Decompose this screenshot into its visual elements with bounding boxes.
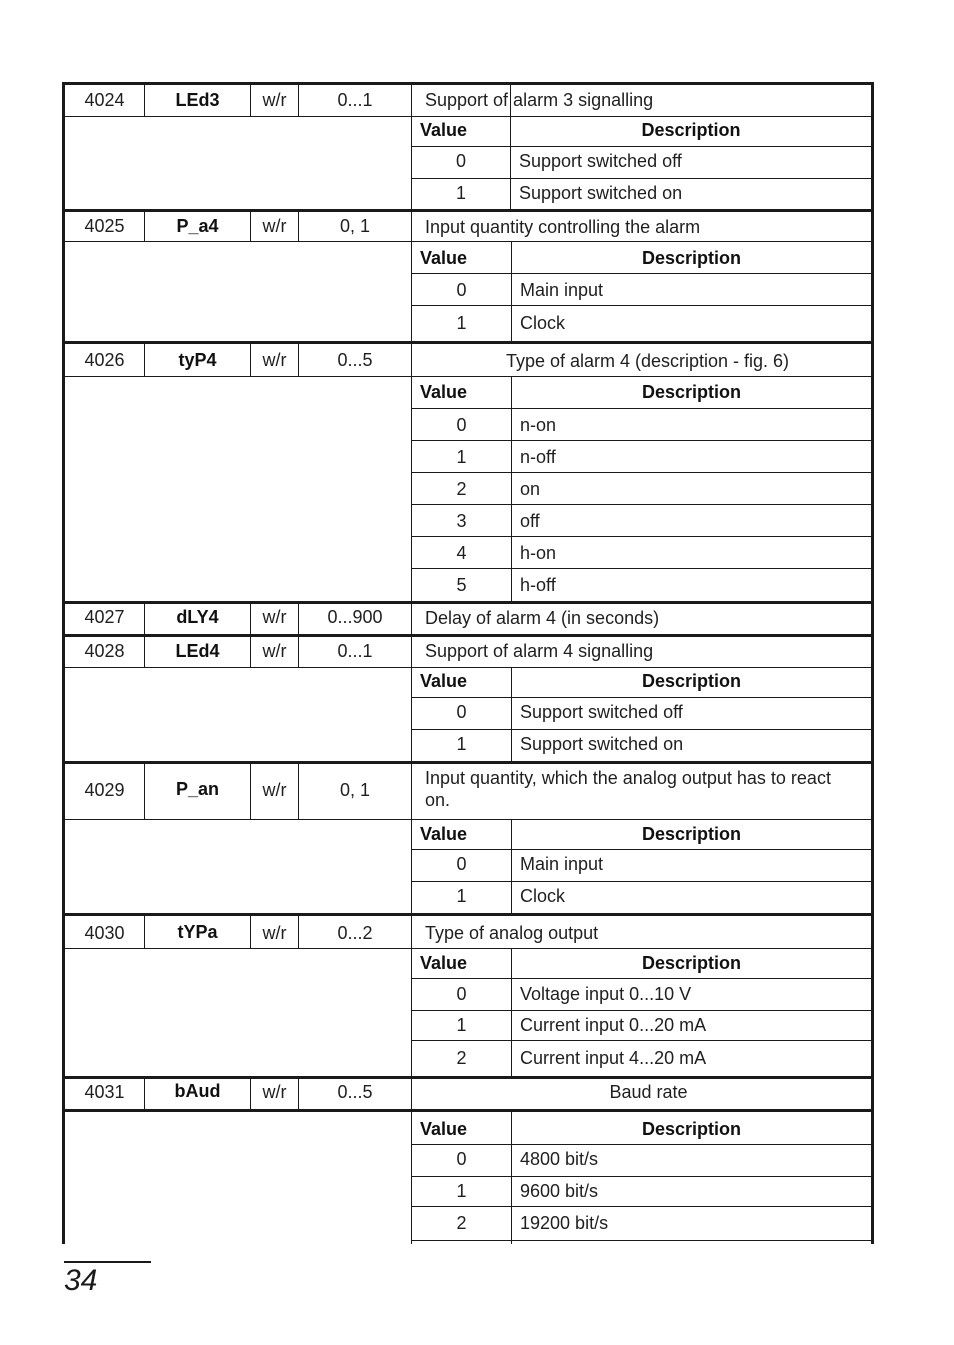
option-description: Support switched off [519, 151, 682, 171]
option-description: 9600 bit/s [520, 1181, 599, 1201]
value-header: Value [420, 248, 468, 268]
option-description: Support switched off [520, 702, 683, 722]
option-description: 19200 bit/s [520, 1213, 609, 1233]
page-number: 34 [64, 1264, 98, 1297]
register-access: w/r [262, 1082, 287, 1102]
register-range: 0, 1 [339, 216, 371, 236]
block-separator [62, 761, 874, 764]
register-address: 4031 [84, 1082, 125, 1102]
value-header: Value [420, 120, 468, 140]
option-description: n-off [520, 447, 556, 467]
register-description: Baud rate [609, 1082, 688, 1102]
register-name: bAud [174, 1081, 221, 1101]
option-value: 3 [456, 511, 467, 531]
register-access: w/r [262, 350, 287, 370]
value-header: Value [420, 671, 468, 691]
description-header: Description [641, 824, 742, 844]
value-header: Value [420, 953, 468, 973]
option-description: n-on [520, 415, 557, 435]
value-header: Value [420, 382, 468, 402]
block-separator [62, 601, 874, 604]
register-range: 0...2 [337, 923, 373, 943]
option-description: Support switched on [520, 734, 684, 754]
register-description: Support of alarm 4 signalling [425, 641, 654, 661]
option-description: Support switched on [519, 183, 683, 203]
option-value: 0 [456, 984, 467, 1004]
option-value: 4 [456, 543, 467, 563]
register-address: 4024 [84, 90, 125, 110]
option-value: 0 [456, 415, 467, 435]
register-address: 4026 [84, 350, 125, 370]
option-description: h-on [520, 543, 557, 563]
table-border-top [62, 82, 874, 85]
option-value: 2 [456, 479, 467, 499]
table-border-left [62, 82, 65, 1244]
option-description: Current input 4...20 mA [520, 1048, 707, 1068]
option-value: 5 [456, 575, 467, 595]
register-range: 0, 1 [339, 780, 371, 800]
register-name: tyP4 [178, 350, 217, 370]
register-name: tYPa [177, 922, 218, 942]
option-value: 0 [455, 151, 466, 171]
option-value: 1 [456, 886, 467, 906]
register-description: Delay of alarm 4 (in seconds) [425, 608, 660, 628]
option-description: 4800 bit/s [520, 1149, 599, 1169]
value-header: Value [420, 1119, 468, 1139]
register-access: w/r [262, 90, 287, 110]
register-access: w/r [262, 216, 287, 236]
register-description: Type of analog output [425, 923, 599, 943]
option-description: Main input [520, 854, 604, 874]
register-name: dLY4 [176, 607, 219, 627]
option-value: 0 [456, 280, 467, 300]
option-value: 2 [456, 1213, 467, 1233]
footer-rule [64, 1261, 151, 1263]
option-description: on [520, 479, 541, 499]
block-separator [62, 209, 874, 212]
register-description: Type of alarm 4 (description - fig. 6) [505, 351, 790, 371]
option-value: 1 [456, 447, 467, 467]
description-header: Description [641, 953, 742, 973]
block-separator [62, 1076, 874, 1079]
register-description: Input quantity controlling the alarm [425, 217, 701, 237]
register-access: w/r [262, 641, 287, 661]
option-value: 0 [456, 854, 467, 874]
option-value: 1 [456, 734, 467, 754]
register-address: 4030 [84, 923, 125, 943]
option-description: h-off [520, 575, 556, 595]
option-value: 0 [456, 702, 467, 722]
register-range: 0...900 [327, 607, 383, 627]
option-value: 1 [456, 313, 467, 333]
option-value: 1 [456, 1181, 467, 1201]
register-access: w/r [262, 607, 287, 627]
option-value: 0 [456, 1149, 467, 1169]
option-description: Clock [520, 886, 566, 906]
block-separator [62, 341, 874, 344]
register-name: LEd3 [175, 90, 220, 110]
option-value: 1 [455, 183, 466, 203]
option-description: Main input [520, 280, 604, 300]
option-description: Voltage input 0...10 V [520, 984, 692, 1004]
register-access: w/r [262, 780, 287, 800]
register-description: Support of alarm 3 signalling [425, 90, 654, 110]
register-name: P_a4 [176, 216, 219, 236]
description-header: Description [641, 120, 741, 140]
register-address: 4027 [84, 607, 125, 627]
option-value: 1 [456, 1015, 467, 1035]
description-header: Description [641, 382, 742, 402]
register-address: 4029 [84, 780, 125, 800]
description-header: Description [641, 248, 742, 268]
register-description: Input quantity, which the analog output has to react on. [425, 768, 831, 810]
table-border-right [871, 82, 874, 1244]
block-separator [62, 634, 874, 637]
description-header: Description [641, 1119, 742, 1139]
description-header: Description [641, 671, 742, 691]
register-range: 0...5 [337, 1082, 373, 1102]
option-description: off [520, 511, 540, 531]
register-range: 0...1 [337, 641, 373, 661]
option-description: Current input 0...20 mA [520, 1015, 707, 1035]
register-address: 4025 [84, 216, 125, 236]
register-name: P_an [175, 779, 220, 799]
register-name: LEd4 [175, 641, 220, 661]
block-separator [62, 913, 874, 916]
value-header: Value [420, 824, 468, 844]
option-value: 2 [456, 1048, 467, 1068]
register-address: 4028 [84, 641, 125, 661]
option-description: Clock [520, 313, 566, 333]
register-range: 0...1 [337, 90, 373, 110]
register-access: w/r [262, 923, 287, 943]
register-range: 0...5 [337, 350, 373, 370]
